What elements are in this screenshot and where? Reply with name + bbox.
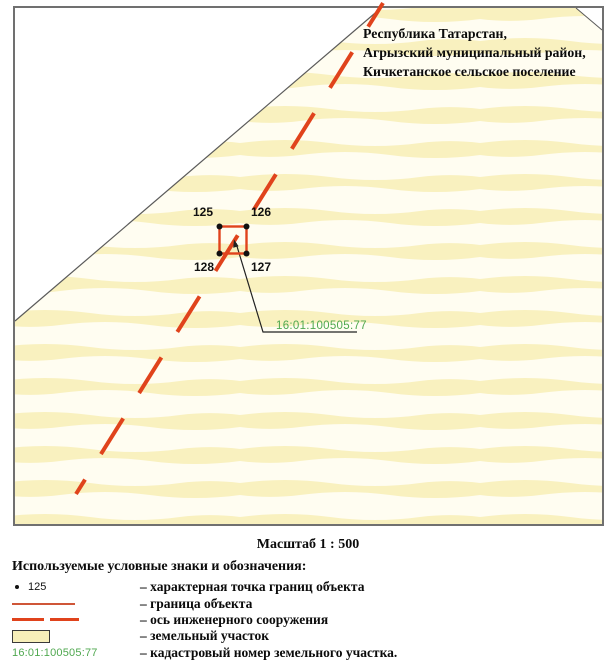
region-label-line-1: Республика Татарстан, — [363, 26, 507, 41]
region-label-line-2: Агрызский муниципальный район, — [363, 45, 586, 60]
boundary-point-126-dot — [244, 224, 250, 230]
legend-row-boundary-point — [12, 579, 608, 595]
boundary-point-125-dot — [217, 224, 223, 230]
boundary-point-symbol — [12, 581, 140, 593]
land-parcel-symbol — [12, 630, 140, 643]
point-label-127: 127 — [251, 260, 272, 274]
parcel-swatch-icon — [12, 630, 50, 643]
legend-row-land-parcel — [12, 628, 608, 644]
dashed-red-line-icon — [50, 618, 79, 621]
legend-title: Используемые условные знаки и обозначения: — [12, 559, 307, 574]
engineering-axis-symbol — [12, 618, 140, 621]
legend-row-object-boundary — [12, 595, 608, 611]
legend-rows — [12, 579, 608, 661]
dashed-red-line-icon — [12, 618, 44, 621]
solid-red-line-icon — [12, 603, 75, 605]
boundary-point-127-dot — [244, 251, 250, 257]
legend-desc-object-boundary: – граница объекта — [140, 595, 253, 611]
cadastral-number-symbol-label: 16:01:100505:77 — [12, 646, 98, 659]
map-cadastral-number: 16:01:100505:77 — [276, 320, 367, 332]
boundary-point-128-dot — [217, 251, 223, 257]
legend-desc-engineering-axis: – ось инженерного сооружения — [140, 611, 329, 627]
legend-row-engineering-axis — [12, 612, 608, 628]
legend-desc-land-parcel: – земельный участок — [140, 628, 270, 644]
region-label-line-3: Кичкетанское сельское поселение — [363, 64, 576, 79]
object-boundary-symbol — [12, 603, 140, 605]
legend-row-cadastral-number — [12, 645, 608, 661]
legend-desc-cadastral-number: – кадастровый номер земельного участка. — [140, 644, 398, 660]
point-symbol-label: 125 — [28, 581, 47, 594]
legend — [12, 559, 608, 661]
point-dot-icon — [15, 585, 19, 589]
point-label-125: 125 — [192, 205, 213, 219]
cadastral-number-symbol — [12, 647, 140, 659]
point-label-128: 128 — [193, 260, 214, 274]
legend-desc-boundary-point: – характерная точка границ объекта — [140, 579, 365, 595]
scale-label: Масштаб 1 : 500 — [256, 537, 360, 552]
point-label-126: 126 — [251, 205, 272, 219]
